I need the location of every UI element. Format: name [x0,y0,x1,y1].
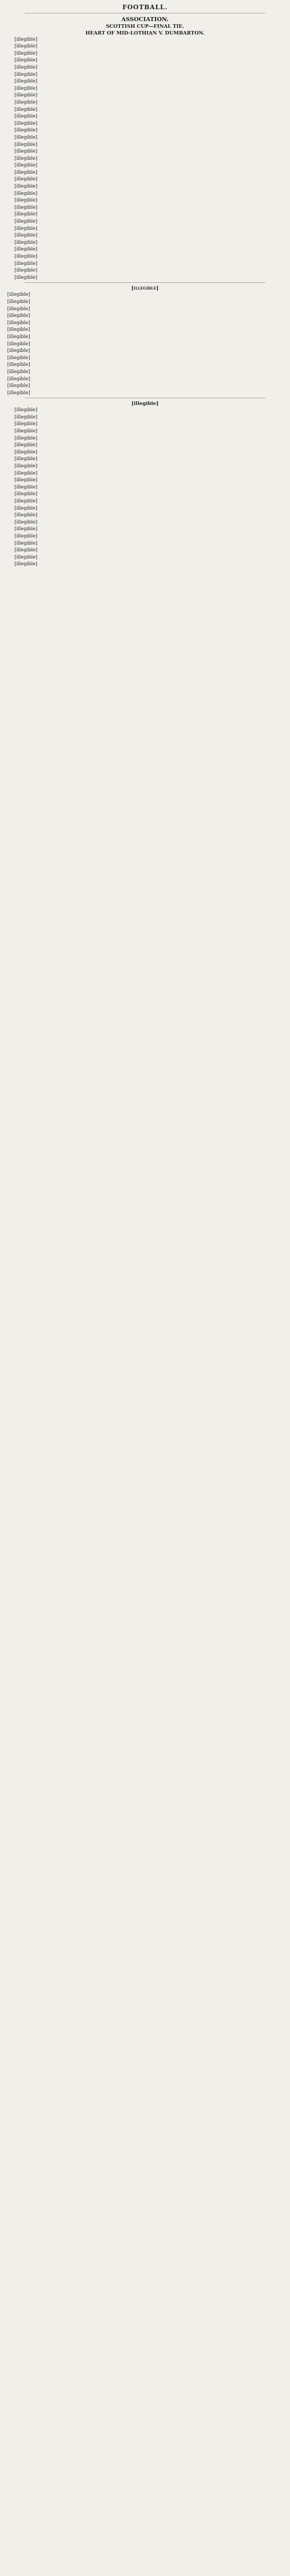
paragraph: [illegible] [14,232,38,239]
list-item: [illegible] [7,383,30,389]
paragraph: [illegible] [14,225,38,231]
list-item: [illegible] [7,319,30,326]
paragraph: [illegible] [14,463,38,469]
paragraph: [illegible] [14,106,38,112]
list-item: [illegible] [7,354,30,361]
paragraph: [illegible] [14,253,38,259]
paragraph: [illegible] [14,85,38,91]
paragraph: [illegible] [14,183,38,190]
article-body [7,37,283,281]
paragraph: [illegible] [14,547,38,553]
paragraph: [illegible] [14,414,38,420]
list-item: [illegible] [7,327,30,333]
paragraph: [illegible] [14,505,38,511]
paragraph: [illegible] [14,155,38,161]
top-heading: FOOTBALL. [122,4,168,11]
paragraph: [illegible] [14,442,38,448]
paragraph: [illegible] [14,78,38,84]
paragraph: [illegible] [14,141,38,147]
list-item: [illegible] [7,306,30,312]
list-item: [illegible] [7,389,30,396]
list [7,292,283,396]
paragraph: [illegible] [14,540,38,546]
section-title: ASSOCIATION. [121,15,169,23]
paragraph: [illegible] [14,470,38,476]
list-item: [illegible] [7,376,30,382]
paragraph: [illegible] [14,71,38,77]
paragraph: [illegible] [14,561,38,567]
paragraph: [illegible] [14,428,38,434]
list-item: [illegible] [7,368,30,375]
rule [25,282,265,283]
paragraph: [illegible] [14,456,38,462]
paragraph: [illegible] [14,246,38,252]
subheading-1: SCOTTISH CUP—FINAL TIE. [106,23,184,29]
paragraph: [illegible] [14,512,38,518]
post-heading: [illegible] [131,401,159,407]
paragraph: [illegible] [14,407,38,413]
paragraph: [illegible] [14,43,38,49]
paragraph: [illegible] [14,554,38,560]
paragraph: [illegible] [14,533,38,539]
paragraph: [illegible] [14,421,38,427]
paragraph: [illegible] [14,113,38,120]
paragraph: [illegible] [14,50,38,56]
paragraph: [illegible] [14,204,38,210]
paragraph: [illegible] [14,162,38,168]
paragraph: [illegible] [14,197,38,204]
paragraph: [illegible] [14,267,38,274]
paragraph: [illegible] [14,449,38,455]
list-heading: [illegible] [131,285,159,292]
paragraph: [illegible] [14,176,38,182]
paragraph: [illegible] [14,120,38,126]
list-item: [illegible] [7,292,30,298]
paragraph: [illegible] [14,477,38,483]
paragraph: [illegible] [14,64,38,70]
list-item: [illegible] [7,298,30,304]
paragraph: [illegible] [14,526,38,532]
paragraph: [illegible] [14,148,38,155]
subheading-2: HEART OF MID-LOTHIAN V. DUMBARTON. [85,30,205,36]
article-body [7,407,283,567]
paragraph: [illegible] [14,218,38,225]
paragraph: [illegible] [14,169,38,175]
list-item: [illegible] [7,333,30,340]
paragraph: [illegible] [14,57,38,63]
paragraph: [illegible] [14,127,38,133]
list-item: [illegible] [7,341,30,347]
paragraph: [illegible] [14,484,38,490]
paragraph: [illegible] [14,190,38,196]
paragraph: [illegible] [14,498,38,504]
list-item: [illegible] [7,362,30,368]
paragraph: [illegible] [14,36,38,42]
paragraph: [illegible] [14,274,38,280]
paragraph: [illegible] [14,99,38,105]
paragraph: [illegible] [14,491,38,497]
list-item: [illegible] [7,348,30,354]
paragraph: [illegible] [14,260,38,266]
paragraph: [illegible] [14,519,38,525]
paragraph: [illegible] [14,134,38,140]
paragraph: [illegible] [14,92,38,98]
paragraph: [illegible] [14,435,38,441]
paragraph: [illegible] [14,239,38,245]
list-item: [illegible] [7,313,30,319]
paragraph: [illegible] [14,211,38,217]
